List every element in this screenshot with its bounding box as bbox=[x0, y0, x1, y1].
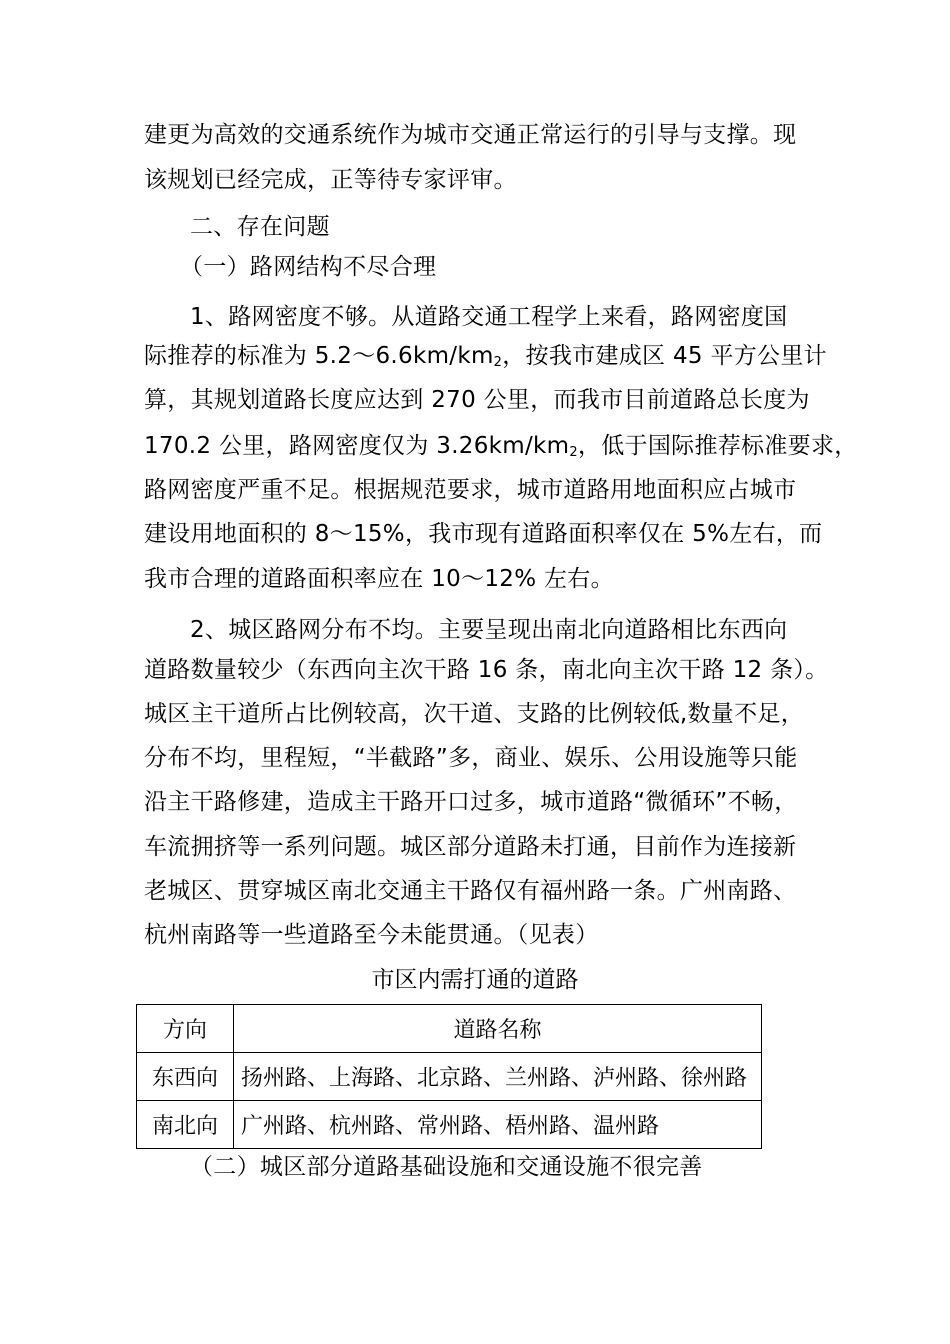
text-run: ，按我市建成区 45 平方公里计 bbox=[502, 343, 827, 369]
paragraph-line bbox=[144, 432, 858, 467]
paragraph-line: 老城区、贯穿城区南北交通主干路仅有福州路一条。广州南路、 bbox=[144, 878, 797, 904]
paragraph-line: 1、路网密度不够。从道路交通工程学上来看，路网密度国 bbox=[190, 304, 788, 330]
paragraph-line: 分布不均，里程短，“半截路”多，商业、娱乐、公用设施等只能 bbox=[144, 745, 798, 771]
road-names-cell: 扬州路、上海路、北京路、兰州路、泸州路、徐州路 bbox=[234, 1053, 762, 1101]
paragraph-line: 该规划已经完成，正等待专家评审。 bbox=[144, 167, 517, 193]
section-heading: 二、存在问题 bbox=[190, 214, 330, 240]
subscript: 2 bbox=[493, 355, 503, 370]
paragraph-line: 道路数量较少（东西向主次干路 16 条，南北向主次干路 12 条）。 bbox=[144, 657, 829, 683]
text-run: 170.2 公里，路网密度仅为 3.26km/km bbox=[144, 433, 570, 459]
paragraph-line: 杭州南路等一些道路至今未能贯通。（见表） bbox=[144, 922, 599, 948]
paragraph-line: 我市合理的道路面积率应在 10～12% 左右。 bbox=[144, 566, 614, 592]
paragraph-line: 算，其规划道路长度应达到 270 公里，而我市目前道路总长度为 bbox=[144, 387, 810, 413]
table-caption: 市区内需打通的道路 bbox=[371, 967, 579, 993]
paragraph-line: 车流拥挤等一系列问题。城区部分道路未打通，目前作为连接新 bbox=[144, 834, 797, 860]
paragraph-line: 路网密度严重不足。根据规范要求，城市道路用地面积应占城市 bbox=[144, 477, 797, 503]
column-header-direction: 方向 bbox=[137, 1005, 234, 1053]
text-run: 际推荐的标准为 5.2～6.6km/km bbox=[144, 343, 494, 369]
paragraph-line: 沿主干路修建，造成主干路开口过多，城市道路“微循环”不畅， bbox=[144, 789, 798, 815]
roads-table bbox=[136, 1004, 762, 1149]
table-row bbox=[137, 1053, 762, 1101]
paragraph-line: 2、城区路网分布不均。主要呈现出南北向道路相比东西向 bbox=[190, 617, 788, 643]
subscript: 2 bbox=[569, 445, 578, 460]
paragraph-line: 建设用地面积的 8～15%，我市现有道路面积率仅在 5%左右，而 bbox=[144, 521, 823, 547]
paragraph-line bbox=[144, 342, 827, 377]
paragraph-line: 建更为高效的交通系统作为城市交通正常运行的引导与支撑。现 bbox=[144, 122, 797, 148]
direction-cell: 东西向 bbox=[137, 1053, 234, 1101]
road-names-cell: 广州路、杭州路、常州路、梧州路、温州路 bbox=[234, 1101, 762, 1149]
column-header-road-names: 道路名称 bbox=[234, 1005, 762, 1053]
direction-cell: 南北向 bbox=[137, 1101, 234, 1149]
text-run: ，低于国际推荐标准要求， bbox=[577, 433, 858, 459]
subsection-heading: （一）路网结构不尽合理 bbox=[180, 254, 437, 280]
table-header-row bbox=[137, 1005, 762, 1053]
paragraph-line: 城区主干道所占比例较高，次干道、支路的比例较低,数量不足， bbox=[144, 701, 805, 727]
table-row bbox=[137, 1101, 762, 1149]
subsection-heading: （二）城区部分道路基础设施和交通设施不很完善 bbox=[190, 1154, 703, 1180]
